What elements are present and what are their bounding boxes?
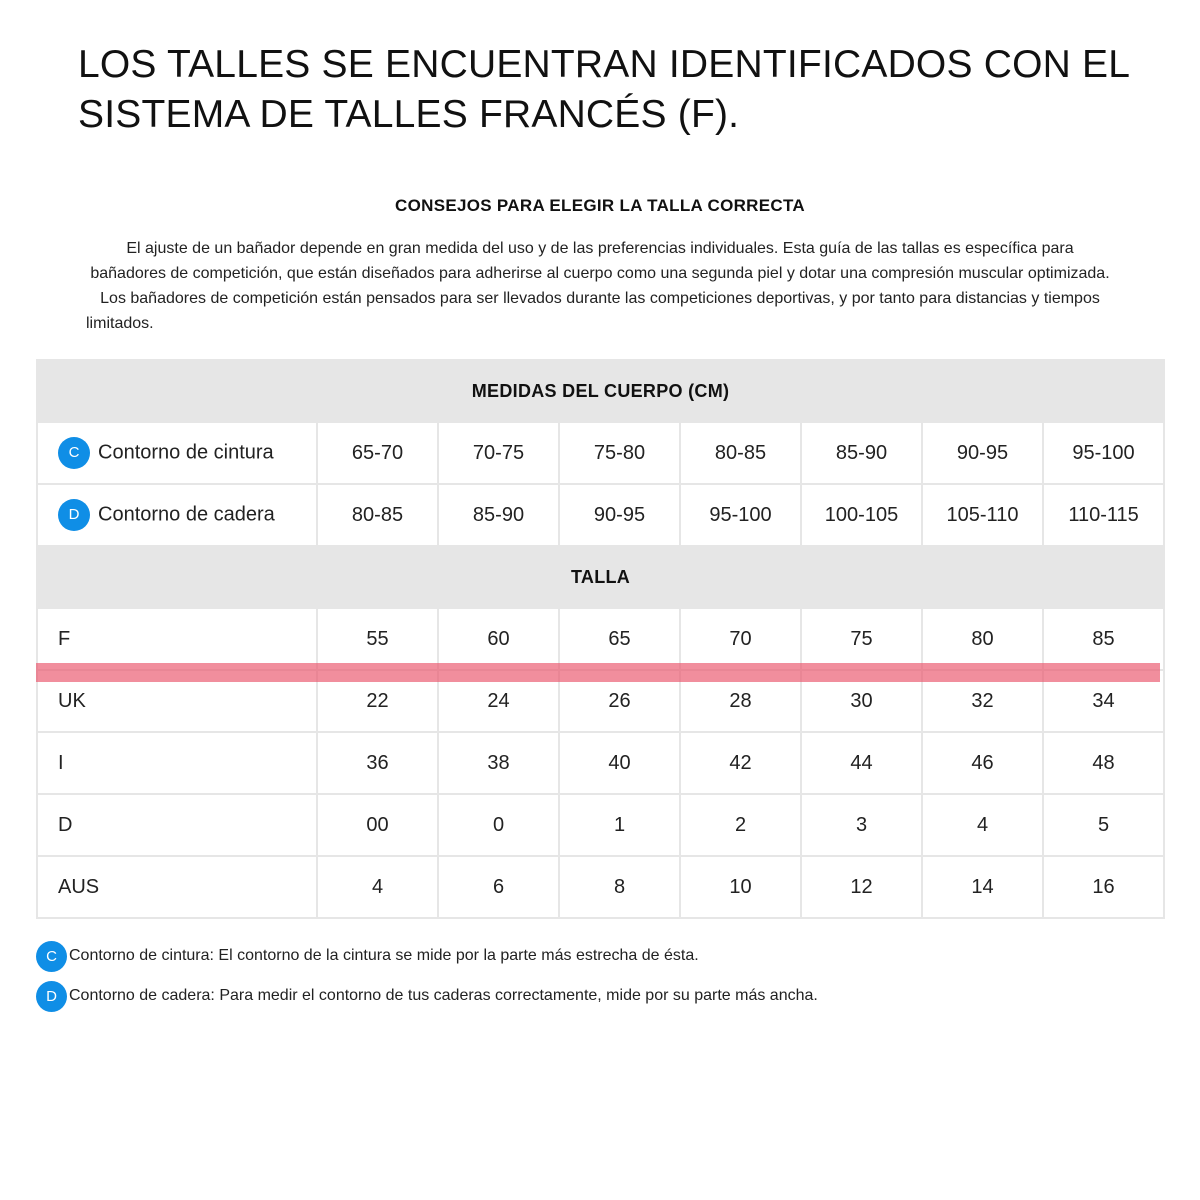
size-row-i bbox=[37, 732, 1164, 794]
tips-line-1: El ajuste de un bañador depende en gran medida del uso y de las preferencias individuales. Esta guía de las tallas es específica para bbox=[126, 240, 1074, 257]
size-value: 38 bbox=[438, 732, 559, 794]
size-value: 10 bbox=[680, 856, 801, 918]
size-value: 1 bbox=[559, 794, 680, 856]
hip-label-cell bbox=[37, 484, 317, 546]
waist-row bbox=[37, 422, 1164, 484]
size-value: 85 bbox=[1043, 608, 1164, 670]
size-value: 3 bbox=[801, 794, 922, 856]
waist-value: 85-90 bbox=[801, 422, 922, 484]
tips-line-4: limitados. bbox=[86, 315, 154, 332]
size-label-uk: UK bbox=[37, 670, 317, 732]
waist-badge-icon: C bbox=[58, 437, 90, 469]
hip-value: 85-90 bbox=[438, 484, 559, 546]
hip-badge-icon: D bbox=[58, 499, 90, 531]
size-label-f: F bbox=[37, 608, 317, 670]
size-header-row bbox=[37, 546, 1164, 608]
size-chart-table bbox=[36, 359, 1165, 919]
page-title bbox=[78, 40, 1158, 140]
size-value: 46 bbox=[922, 732, 1043, 794]
footnotes bbox=[36, 940, 1164, 1020]
size-label-i: I bbox=[37, 732, 317, 794]
waist-value: 90-95 bbox=[922, 422, 1043, 484]
tips-line-3: Los bañadores de competición están pensados para ser llevados durante las competiciones deportivas, y por tanto para distancias y tiempos bbox=[100, 290, 1100, 307]
size-value: 28 bbox=[680, 670, 801, 732]
size-row-d bbox=[37, 794, 1164, 856]
waist-value: 75-80 bbox=[559, 422, 680, 484]
tips-heading: CONSEJOS PARA ELEGIR LA TALLA CORRECTA bbox=[395, 196, 805, 215]
hip-value: 95-100 bbox=[680, 484, 801, 546]
hip-label: Contorno de cadera bbox=[98, 503, 275, 526]
tips-paragraph bbox=[36, 236, 1164, 336]
hip-value: 110-115 bbox=[1043, 484, 1164, 546]
size-value: 26 bbox=[559, 670, 680, 732]
size-row-f bbox=[37, 608, 1164, 670]
footnote-hip bbox=[36, 980, 1164, 1012]
size-value: 6 bbox=[438, 856, 559, 918]
size-value: 80 bbox=[922, 608, 1043, 670]
size-value: 65 bbox=[559, 608, 680, 670]
size-value: 42 bbox=[680, 732, 801, 794]
size-value: 48 bbox=[1043, 732, 1164, 794]
hip-value: 105-110 bbox=[922, 484, 1043, 546]
size-value: 32 bbox=[922, 670, 1043, 732]
hip-value: 80-85 bbox=[317, 484, 438, 546]
page-title-line-1: LOS TALLES SE ENCUENTRAN IDENTIFICADOS CON EL bbox=[78, 43, 1131, 86]
waist-value: 80-85 bbox=[680, 422, 801, 484]
size-value: 55 bbox=[317, 608, 438, 670]
size-row-aus bbox=[37, 856, 1164, 918]
size-value: 36 bbox=[317, 732, 438, 794]
size-value: 22 bbox=[317, 670, 438, 732]
waist-label-cell bbox=[37, 422, 317, 484]
size-value: 44 bbox=[801, 732, 922, 794]
size-value: 4 bbox=[922, 794, 1043, 856]
footnote-hip-text: Contorno de cadera: Para medir el contorno de tus caderas correctamente, mide por su parte más ancha. bbox=[69, 987, 818, 1004]
waist-value: 65-70 bbox=[317, 422, 438, 484]
size-value: 5 bbox=[1043, 794, 1164, 856]
hip-value: 100-105 bbox=[801, 484, 922, 546]
footnote-waist bbox=[36, 940, 1164, 972]
body-measurements-header-row bbox=[37, 360, 1164, 422]
size-value: 30 bbox=[801, 670, 922, 732]
size-value: 2 bbox=[680, 794, 801, 856]
size-value: 14 bbox=[922, 856, 1043, 918]
size-heading: TALLA bbox=[37, 546, 1164, 608]
hip-note-badge-icon: D bbox=[36, 981, 67, 1012]
hip-row bbox=[37, 484, 1164, 546]
footnote-waist-text: Contorno de cintura: El contorno de la cintura se mide por la parte más estrecha de ésta. bbox=[69, 947, 699, 964]
waist-label: Contorno de cintura bbox=[98, 441, 274, 464]
size-value: 12 bbox=[801, 856, 922, 918]
size-value: 0 bbox=[438, 794, 559, 856]
size-value: 24 bbox=[438, 670, 559, 732]
waist-note-badge-icon: C bbox=[36, 941, 67, 972]
size-label-d: D bbox=[37, 794, 317, 856]
page-title-line-2: SISTEMA DE TALLES FRANCÉS (F). bbox=[78, 93, 740, 136]
hip-value: 90-95 bbox=[559, 484, 680, 546]
size-value: 8 bbox=[559, 856, 680, 918]
size-value: 70 bbox=[680, 608, 801, 670]
body-measurements-heading: MEDIDAS DEL CUERPO (CM) bbox=[37, 360, 1164, 422]
size-value: 75 bbox=[801, 608, 922, 670]
size-value: 34 bbox=[1043, 670, 1164, 732]
size-value: 16 bbox=[1043, 856, 1164, 918]
size-value: 00 bbox=[317, 794, 438, 856]
waist-value: 70-75 bbox=[438, 422, 559, 484]
size-value: 40 bbox=[559, 732, 680, 794]
size-label-aus: AUS bbox=[37, 856, 317, 918]
size-value: 4 bbox=[317, 856, 438, 918]
size-value: 60 bbox=[438, 608, 559, 670]
waist-value: 95-100 bbox=[1043, 422, 1164, 484]
tips-line-2: bañadores de competición, que están diseñados para adherirse al cuerpo como una segunda piel y dotar una compresión muscular optimizada. bbox=[90, 265, 1110, 282]
size-row-uk bbox=[37, 670, 1164, 732]
